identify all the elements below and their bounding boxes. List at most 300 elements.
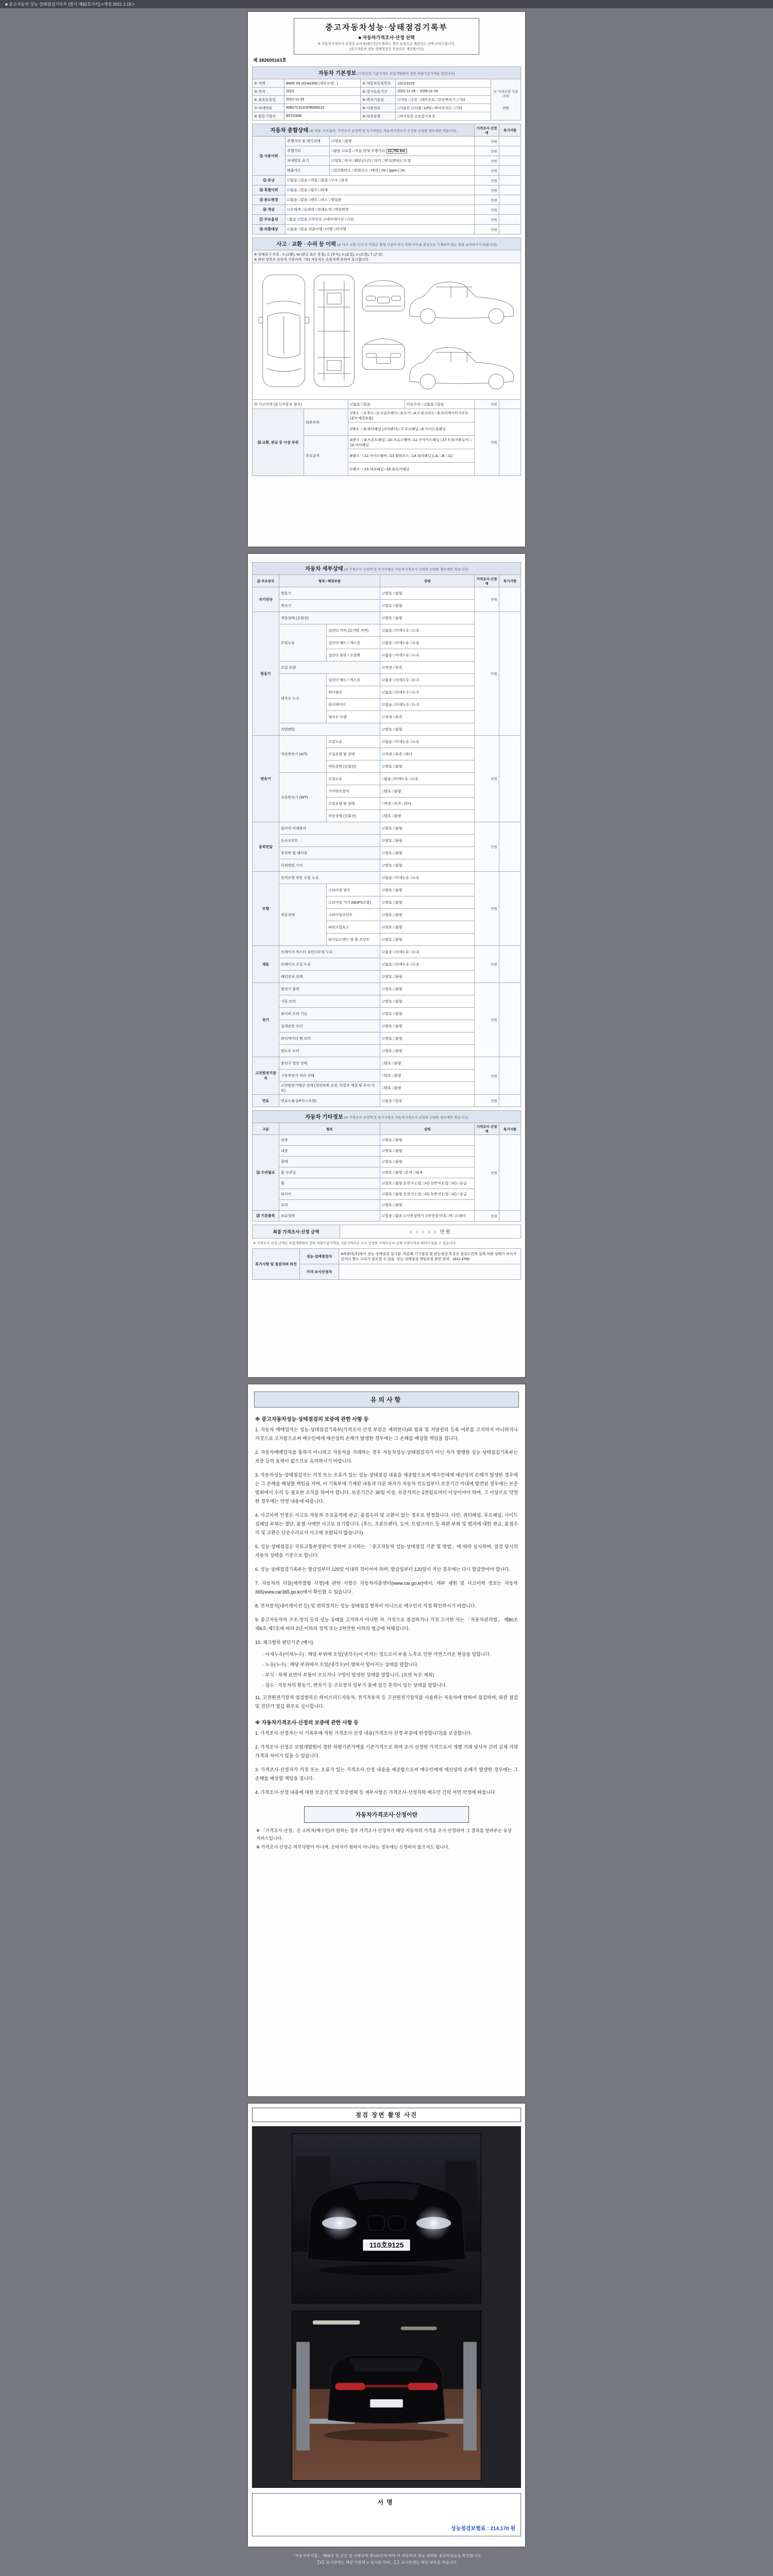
- price-cell: 만원: [475, 185, 499, 195]
- grid-row: [253, 1211, 521, 1222]
- signature-panel: [252, 2493, 521, 2536]
- item-label: 실내송풍 모터: [279, 1020, 380, 1032]
- part-label: 워터펌프: [327, 686, 380, 699]
- field-value: □가솔린 ☑디젤 □LPG □하이브리드 □기타: [396, 104, 491, 112]
- state-cell: □적정 □부족 □과다: [380, 798, 475, 810]
- grid-row: [253, 822, 521, 835]
- item-label: 발전기 출력: [279, 983, 380, 995]
- price-cell: 만원: [475, 166, 499, 176]
- notice-item: 1. 자동차 매매업자는 성능·상태점검기록부(가격조사·산정 부분은 제외한다)와 압류 및 저당권의 등록 여부를 고지하지 아니하거나 거짓으로 고지함으로써 매수인에게 재산상의 손해가 발생한 경우에는 그 손해를 배상할 책임을 집니다.: [255, 1427, 518, 1441]
- notice-item: 8. 전자장치(내비게이션 등) 및 편의장치는 성능·상태점검 항목이 아니므로 매수인이 직접 확인하시기 바랍니다.: [255, 1603, 477, 1608]
- detail-state-table: [252, 562, 521, 1107]
- item-label: 작동상태: [279, 884, 327, 946]
- state-cell: ☑양호 □불량: [380, 884, 475, 896]
- lift-post-right: [463, 2342, 477, 2451]
- state-cell: ☑양호 □불량: [380, 723, 475, 736]
- detail-section-header: [253, 563, 521, 575]
- ceiling-light-1: [313, 2320, 360, 2325]
- item-label: 변속기: [279, 600, 380, 612]
- item-label: 주행거리: [285, 146, 330, 156]
- price-survey-definition-notes: [254, 1827, 519, 1851]
- state-cell: ☑양호 □불량: [380, 847, 475, 859]
- note-cell: [499, 872, 520, 946]
- notice-item: 11. 고전원전기장치 점검항목은 하이브리드자동차, 전기자동차 등 고전원전기장치를 사용하는 자동차에 한하여 점검하며, 외관 점검 및 진단기 점검 위주로 실시합니다.: [255, 1695, 518, 1709]
- inspector-opinion-table: [252, 1248, 521, 1280]
- basic-section-header: [253, 67, 521, 79]
- overall-row: [253, 185, 521, 195]
- note-cell: [499, 215, 521, 225]
- notice-section-1-title: ※ 중고자동차성능·상태점검의 보증에 관한 사항 등: [255, 1417, 369, 1422]
- price-cell: 만원: [474, 587, 499, 612]
- note-cell: [499, 1135, 520, 1211]
- grid-row: [253, 872, 521, 884]
- part-label: 라디에이터: [327, 699, 380, 711]
- item-label: 시동 모터: [279, 995, 380, 1008]
- opinion-who-1: 성능·상태점검자: [300, 1249, 339, 1264]
- state-code-legend: [253, 250, 521, 263]
- state-cell: ☑없음 □미세누수 □누수: [380, 699, 475, 711]
- col-price: 가격조사·산정액: [474, 1123, 499, 1135]
- signature-label: 서명: [377, 2499, 396, 2506]
- item-label: 커먼레일: [279, 723, 380, 736]
- state-cell: □일산화탄소 □탄화수소 □매연 ( )% ( )ppm ( )%: [330, 166, 475, 176]
- field-label: ⑥ 변속기종류: [361, 96, 396, 104]
- state-cell: ☑양호 □불량: [380, 859, 475, 872]
- license-plate-text: 110호9125: [369, 2241, 404, 2249]
- part-label: 스티어링조인트: [327, 909, 380, 921]
- detail-header-title: 자동차 세부상태: [305, 566, 343, 572]
- col-item: 항목: [279, 1123, 380, 1135]
- final-price-note: ※ 가격조사·산정 금액은 보험개발원이 정한 차량기준가액을 기준가격으로 조사·산정한 가격으로서 실제 거래가격과 차이가 있을 수 있습니다.: [253, 1242, 457, 1245]
- accident-history-label: ⑲ 사고이력 (표시사항 4. 참조): [253, 400, 348, 409]
- accident-diagram-row: [253, 263, 521, 400]
- price-cell: 만원: [474, 1135, 499, 1211]
- item-label: 윈도우 모터: [279, 1045, 380, 1057]
- item-label: 내장: [279, 1146, 380, 1157]
- notice-item: 5. 성능·상태점검은 국토교통부장관이 정하여 고시하는 「중고자동차 성능·상태점검 기준 및 방법」에 따라 실시하며, 점검 당시의 자동차 상태를 기준으로 합니다.: [255, 1544, 518, 1558]
- basic-header-row: [253, 67, 521, 79]
- item-label: 작동상태 (공회전): [279, 612, 380, 624]
- note-cell: [499, 195, 521, 205]
- doc-note-2: (중고자동차 성능·상태점검은 무상으로 제공됩니다): [349, 47, 424, 51]
- state-cell: ☑양호 □불량: [380, 1135, 475, 1146]
- etc-section-header: [253, 1111, 521, 1123]
- state-cell: ☑없음 □미세누유 □누유: [380, 637, 475, 649]
- state-cell: ☑양호 □불량 운전석 (□앞 □뒤) 동반석 (□앞 □뒤) □응급: [380, 1189, 475, 1200]
- part-label: 오일유량 및 상태: [327, 748, 380, 760]
- state-cell: ☑양호 □불량: [380, 1032, 475, 1045]
- grid-row: [253, 736, 521, 748]
- state-cell: □양호 □불량: [380, 1082, 475, 1095]
- note-cell: [499, 587, 520, 612]
- part-label: 스티어링 펌프: [327, 884, 380, 896]
- field-label: ⑧ 사용연료: [361, 104, 396, 112]
- basic-row: [253, 96, 521, 104]
- photo-rear-svg: [292, 2311, 481, 2480]
- state-cell: ☑양호 □불량: [380, 921, 475, 934]
- item-label: 수동변속기 (M/T): [279, 773, 327, 822]
- grid-row: [253, 946, 521, 958]
- basic-header-note: (가격산정 기준가격은 보험개발원이 정한 차량기준가액을 말합니다): [357, 72, 455, 76]
- part-label: 오일유량 및 상태: [327, 798, 380, 810]
- price-cell: 만원: [474, 822, 499, 872]
- state-cell: ☑양호 □불량: [380, 1146, 475, 1157]
- item-label: 타이어: [279, 1189, 380, 1200]
- note-cell: [499, 1095, 520, 1107]
- accident-section-header: [253, 238, 521, 250]
- page-2: [247, 553, 526, 1378]
- col-item: 항목 / 해당부품: [279, 575, 380, 587]
- price-cell: 만원: [474, 409, 499, 476]
- note-cell: [499, 156, 521, 166]
- item-label: 휠: [279, 1178, 380, 1189]
- notice-item: 3. 자동차성능·상태점검자는 거짓 또는 오류가 있는 성능·상태점검 내용을 제공함으로써 매수인에게 재산상의 손해가 발생한 경우에는 그 손해를 배상할 책임을 지며, 이 기록부에 기재된 내용과 다른 하자가 자동차 인도일부터 보증기간 이내에 발견된 경우에는 보증 범위에서 수리 등 필요한 조치를 하여야 합니다. 보증기간은 30일 이상, 보증거리는 2천킬로미터 이상이어야 하며, 그 이상으로 약정한 경우에는 약정 내용에 따릅니다.: [255, 1472, 518, 1504]
- state-cell: □많음 ☑보통 □적음 현재 주행거리 21,752 km: [330, 146, 475, 156]
- field-value: ☑자동 □수동 □세미오토 □무단변속기 □기타: [396, 96, 491, 104]
- inspection-photo-rear-lift: [292, 2311, 481, 2481]
- field-value: BMW X6 xDrive30d (세부모델 : ): [284, 79, 361, 88]
- overall-row: [253, 137, 521, 146]
- price-cell: 만원: [474, 946, 499, 983]
- base-price-label: ⑪ 가격산정 기준가격: [493, 90, 518, 98]
- basic-row: [253, 88, 521, 96]
- opinion-who-2: 가격·조사산정자: [300, 1264, 339, 1280]
- part-label: 냉각수 수량: [327, 711, 380, 723]
- notice-item: 10. 체크항목 판단기준 (예시): [255, 1640, 313, 1645]
- state-cell: □양호 □불량: [380, 785, 475, 798]
- page-3: [247, 1384, 526, 2097]
- etc-info-table: [252, 1110, 521, 1222]
- device-label: ㉒ 수리필요: [253, 1135, 279, 1211]
- part-label: 오일누유: [327, 736, 380, 748]
- field-label: ① 차명: [253, 79, 284, 88]
- notice-item: 7. 자동차의 리콜(제작결함 시정)에 관한 사항은 자동차리콜센터(www.car.go.kr)에서, 세부 제원 및 사고이력 정보는 자동차365(www.car365.go.kr)에서 확인할 수 있습니다.: [255, 1581, 518, 1595]
- price-cell: 만원: [474, 872, 499, 946]
- state-cell: ☑양호 □불량: [380, 1157, 475, 1167]
- state-cell: ☑없음 □있음 □침수 □화재: [285, 185, 475, 195]
- item-label: 차대번호 표기: [285, 156, 330, 166]
- taillight-bar: [365, 2385, 408, 2387]
- notice-subitem: · 미세누유(미세누수) : 해당 부위에 오일(냉각수)이 비치는 정도로서 부품 노후로 인한 자연스러운 현상을 말합니다.: [262, 1652, 491, 1657]
- item-label: 배출가스: [285, 166, 330, 176]
- item-label: 광택: [279, 1157, 380, 1167]
- inspection-insurance-fee: 성능점검보험료 : 214,170 원: [450, 2526, 515, 2532]
- item-label: 오일누유: [279, 624, 327, 662]
- accident-history-value: ☑없음 □있음: [348, 400, 405, 409]
- notice-subitem: · 누유(누수) : 해당 부위에서 오일(냉각수)이 맺혀서 떨어지는 상태를 말합니다.: [262, 1662, 419, 1667]
- field-value: 2022-11-29 ~ 2026-11-28: [396, 88, 491, 96]
- price-cell: 만원: [475, 137, 499, 146]
- photo-section-header: 점검 장면 촬영 사진: [252, 2108, 521, 2122]
- state-cell: ☑양호 □불량: [380, 934, 475, 946]
- field-label: ③ 연식: [253, 88, 284, 96]
- notice-title: 유의사항: [254, 1392, 519, 1408]
- state-cell: ☑없음 □있음 □적법 □불법 □구조 □장치: [285, 176, 475, 185]
- field-value: B57D30B: [284, 112, 361, 121]
- price-cell: 만원: [475, 225, 499, 234]
- part-label: 기어변속장치: [327, 785, 380, 798]
- notice-item: 6. 성능·상태점검기록부는 발급일부터 120일 이내의 것이어야 하며, 발급일부터 120일이 지난 경우에는 다시 발급받아야 합니다.: [255, 1567, 511, 1572]
- state-cell: □양호 □불량: [380, 1070, 475, 1082]
- definition-note: ※ 「가격조사·산정」은 소비자(매수인)가 원하는 경우 가격조사·산정자가 해당 자동차의 가격을 조사·산정하여 그 결과를 알려주는 유상 서비스입니다.: [256, 1828, 512, 1841]
- state-cell: ☑없음 □있음: [380, 1095, 475, 1107]
- field-value: □자가보증 ☑보험사보증: [396, 112, 491, 121]
- group-label: ⑰ 주요옵션: [253, 215, 285, 225]
- state-cell: ☑양호 □불량: [380, 995, 475, 1008]
- part-label: 실린더 헤드 / 개스킷: [327, 674, 380, 686]
- final-price-label: 최종 가격조사·산정 금액: [253, 1225, 340, 1239]
- device-label: 조향: [253, 872, 279, 946]
- col-state: 상태: [380, 575, 475, 587]
- col-group: 구분: [253, 1123, 279, 1135]
- note-cell: [499, 409, 520, 476]
- overall-row: [253, 156, 521, 166]
- item-label: 연료누출 (LP가스포함): [279, 1095, 380, 1107]
- top-strip: [0, 0, 773, 8]
- device-label: 동력전달: [253, 822, 279, 872]
- group-label: ⑬ 튜닝: [253, 176, 285, 185]
- state-cell: ☑적정 □부족: [380, 711, 475, 723]
- state-cell: ☑무채색 □유채색 □전체도색 □색상변경: [285, 205, 475, 215]
- price-cell: 만원: [475, 146, 499, 156]
- item-label: 와이퍼 모터 기능: [279, 1008, 380, 1020]
- state-cell: ☑양호 □불량: [380, 822, 475, 835]
- photo-front-svg: [292, 2134, 481, 2303]
- state-cell: □없음 ☑있음 ☑썬루프 ☑네비게이션 □기타: [285, 215, 475, 225]
- rear-license-plate: [370, 2399, 403, 2408]
- state-cell: □양호 □불량: [380, 1057, 475, 1070]
- state-cell: ☑양호 □불량: [380, 587, 475, 600]
- lift-post-left: [296, 2342, 310, 2451]
- state-cell: ☑없음 □미세누유 □누유: [380, 872, 475, 884]
- rankB-list: B랭크 : □12.사이드멤버 □13.휠하우스 □14.필러패널 (□A, □B, □C): [348, 449, 475, 463]
- state-cell: ☑양호 □불량: [380, 1020, 475, 1032]
- item-label: 보유상태: [279, 1211, 380, 1222]
- price-cell: 만원: [475, 156, 499, 166]
- footer-notes: [191, 2552, 582, 2566]
- basic-row: [253, 79, 521, 88]
- note-cell: [499, 946, 520, 983]
- rank1-list: 1랭크 : □1.후드 □2.프론트펜더 □3.도어 □4.트렁크리드 □5.라디에이터서포트 (볼트체결부품): [348, 409, 475, 422]
- state-cell: ☑적정 □부족: [380, 662, 475, 674]
- device-label: 고전원전기장치: [253, 1057, 279, 1095]
- car-side-view-right: [410, 347, 513, 389]
- note-cell: [499, 1211, 520, 1222]
- grid-row: [253, 1095, 521, 1107]
- price-cell: 만원: [474, 400, 499, 409]
- part-label: 작동상태 (공회전): [327, 810, 380, 822]
- overall-row: [253, 195, 521, 205]
- opinion-text-2: [339, 1264, 521, 1280]
- overall-row: [253, 205, 521, 215]
- form-reference-note: ■ 중고자동차 성능·상태점검기록부 [별지 제82호서식] <개정 2021.1.19.>: [5, 2, 135, 7]
- item-label: 배력장치 상태: [279, 971, 380, 983]
- accident-legend-row: [253, 250, 521, 263]
- item-label: 외장: [279, 1135, 380, 1146]
- field-label: ⑦ 차대번호: [253, 104, 284, 112]
- grid-row: [253, 587, 521, 600]
- etc-header-row: [253, 1111, 521, 1123]
- price-cell: 만원: [474, 983, 499, 1057]
- page-1: [247, 11, 526, 547]
- notice-section-2-title: ※ 자동차가격조사·산정의 보증에 관한 사항 등: [255, 1720, 359, 1726]
- note-cell: [499, 205, 521, 215]
- overall-header-row: [253, 124, 521, 137]
- part-label: 실린더 블록 / 오일팬: [327, 649, 380, 662]
- note-cell: [499, 176, 521, 185]
- legend-line-2: ※ 하단 항목은 승용차 기준이며, 기타 자동차는 승용차에 준하여 표시합니다.: [254, 258, 369, 262]
- field-value: WBA7C6103P9M99016: [284, 104, 361, 112]
- device-label: 원동기: [253, 612, 279, 736]
- overall-row: [253, 225, 521, 234]
- state-cell: ☑양호 □불량: [380, 1200, 475, 1211]
- rankC-list: C랭크 : □15.대쉬패널 □16.플로어패널: [348, 463, 475, 476]
- group-label: ⑯ 색상: [253, 205, 285, 215]
- state-cell: ☑양호 □불량: [380, 760, 475, 773]
- part-label: 작동상태 (공회전): [327, 760, 380, 773]
- col-state: 상태: [380, 1123, 475, 1135]
- rank2-list: 2랭크 : □6.쿼터패널 (리어펜더) □7.루프패널 □8.사이드실패널: [348, 422, 475, 436]
- notice-item: 3. 가격조사·산정자가 거짓 또는 오류가 있는 가격조사·산정 내용을 제공함으로써 매수인에게 재산상의 손해가 발생한 경우에는 그 손해를 배상할 책임을 집니다.: [255, 1767, 518, 1781]
- page-title: 중고자동차성능·상태점검기록부: [325, 23, 448, 32]
- state-cell: ☑양호 □불량: [380, 1045, 475, 1057]
- col-note: 특기사항: [499, 1123, 520, 1135]
- note-cell: [499, 400, 520, 409]
- item-label: 브레이크 마스터 실린더오일 누유: [279, 946, 380, 958]
- price-cell: 만원: [474, 1095, 499, 1107]
- item-label: 등속조인트: [279, 835, 380, 847]
- accident-header-row: [253, 238, 521, 250]
- item-label: 유리: [279, 1200, 380, 1211]
- car-shadow: [324, 2429, 449, 2442]
- definition-note: ※ 가격조사·산정은 의무사항이 아니며, 소비자가 원하지 아니하는 경우에는 신청하지 않으셔도 됩니다.: [256, 1844, 449, 1850]
- state-cell: ☑양호 □불량: [380, 909, 475, 921]
- kidney-grille-left: [368, 2216, 384, 2230]
- base-price-unit: 만원: [502, 107, 509, 110]
- accident-history-row: [253, 400, 521, 409]
- part-label: 파워고압호스: [327, 921, 380, 934]
- note-cell: [499, 137, 521, 146]
- col-device: ㉑ 주요장치: [253, 575, 279, 587]
- accident-history-table: [252, 238, 521, 476]
- document-number: 제 382600163호: [253, 58, 287, 63]
- notice-item: 2. 자동차매매업자를 통하지 아니하고 자동차를 거래하는 경우 자동차성능·상태점검자가 아닌 자가 발행한 성능·상태점검기록부는 보증 등의 효력이 없으므로 유의하시기 바랍니다.: [255, 1450, 518, 1464]
- footer-line-1: 「자동차관리법」 제58조 및 같은 법 시행규칙 제120조에 따라 이 자동차의 성능·상태를 점검하였음을 확인합니다.: [291, 2553, 482, 2558]
- note-cell: [499, 185, 521, 195]
- item-label: 주행거리 및 계기상태: [285, 137, 330, 146]
- state-cell: ☑없음 □미세누유 □누유: [380, 736, 475, 748]
- item-label: 추진축 및 베어링: [279, 847, 380, 859]
- basic-header-title: 자동차 기본정보: [318, 70, 357, 76]
- overall-row: [253, 166, 521, 176]
- inspection-photo-front: [292, 2133, 481, 2303]
- accident-header-note: (※ 사고·교환·수리 등 이력은 발생 시점이 아닌 복원 여부를 중심으로 기재되어 있는 점을 유의하시기 바랍니다): [337, 243, 497, 247]
- item-label: 라디에이터 팬 모터: [279, 1032, 380, 1045]
- price-cell: 만원: [474, 1211, 499, 1222]
- notice-item: 2. 가격조사·산정은 보험개발원이 정한 차량기준가액을 기준가격으로 하여 조사·산정한 가격으로서 개별 거래 당사자 간의 실제 거래가격과 차이가 있을 수 있습니다.: [255, 1744, 518, 1758]
- simple-repair-value: 단순수리 : ☑없음 □있음: [405, 400, 475, 409]
- basic-info-table: [252, 66, 521, 121]
- note-cell: [499, 983, 520, 1057]
- taillight-right: [408, 2383, 438, 2390]
- car-diagram-svg: [256, 266, 517, 395]
- state-cell: □없음 □미세누유 □누유: [380, 773, 475, 785]
- item-label: 오일 유량: [279, 662, 380, 674]
- doc-note-1: ※ 자동차가격조사·산정은 소비자(매수인)가 원하는 경우 유상으로 제공되는 선택 서비스입니다.: [317, 42, 456, 46]
- title-box: [294, 18, 479, 55]
- part-label: 오일누유: [327, 773, 380, 785]
- main-frame-label: 주요골격: [304, 436, 348, 476]
- grid-row: [253, 1057, 521, 1070]
- device-label: 자기진단: [253, 587, 279, 612]
- overall-row: [253, 146, 521, 156]
- price-cell: 만원: [474, 1057, 499, 1095]
- item-label: 룸 크리닝: [279, 1167, 380, 1178]
- overall-state-table: [252, 124, 521, 234]
- notice-section-1-items: [254, 1426, 519, 1711]
- state-cell: ☑없음 □미세누유 □누유: [380, 958, 475, 971]
- part-label: 실린더 헤드 / 개스킷: [327, 637, 380, 649]
- opinion-text-1: A/S센터(주)에서 성능·상태점검 실시함. 비분해 기기점검 및 관능점검 특성상 점검소견과 실제 차량 상태가 차이가 있거나 별도 수리가 필요할 수 있음. 성능·상태점검 책임보험 관련 문의 : 1811-4769: [339, 1249, 521, 1264]
- state-cell: ☑없음 □있음 □렌트 □리스 □영업용: [285, 195, 475, 205]
- footer-line-2: 【Ⅴ】표시란에는 해당 사항에 ∨ 표시를 하며, 【 】표시란에는 해당 내용을 적습니다.: [315, 2560, 458, 2565]
- car-top-view-exterior: [259, 275, 309, 387]
- field-label: ② 자동차등록번호: [361, 79, 396, 88]
- group-label: ⑭ 특별이력: [253, 185, 285, 195]
- state-cell: ☑양호 □불량 운전석 (□앞 □뒤) 동반석 (□앞 □뒤) □응급: [380, 1178, 475, 1189]
- state-cell: ☑양호 □불량: [380, 983, 475, 995]
- notice-item: 9. 중고자동차의 구조·장치 등의 성능·상태를 고지하지 아니한 자, 거짓으로 점검하거나 거짓 고지한 자는 「자동차관리법」 제80조 제6호·제7호에 따라 2년 이하의 징역 또는 2천만원 이하의 벌금에 처해집니다.: [255, 1617, 518, 1631]
- price-cell: 만원: [475, 195, 499, 205]
- note-cell: [499, 225, 521, 234]
- base-price-box: [491, 79, 520, 121]
- item-label: 자동변속기 (A/T): [279, 736, 327, 773]
- price-cell: 만원: [474, 736, 499, 822]
- overall-header-title: 자동차 종합상태: [270, 127, 309, 133]
- basic-row: [253, 112, 521, 121]
- group-label: ⑮ 용도변경: [253, 195, 285, 205]
- kidney-grille-right: [389, 2216, 405, 2230]
- item-label: 원동기: [279, 587, 380, 600]
- device-label: 연료: [253, 1095, 279, 1107]
- ceiling-light-2: [401, 2327, 437, 2330]
- overall-note-col-header: 특기사항: [499, 124, 521, 137]
- state-cell: ☑양호 □불량: [380, 971, 475, 983]
- state-cell: ☑없음 □미세누수 □누수: [380, 686, 475, 699]
- rankA-list: A랭크 : □9.프론트패널 □10.크로스멤버 □11.인사이드패널 □17.트렁크플로어 □18.리어패널: [348, 436, 475, 449]
- state-cell: ☑있음 □없음 ☑사용설명서 ☑안전삼각대 □잭 □스패너: [380, 1211, 475, 1222]
- exchange-parts-label: ⑳ 교환, 판금 등 이상 부위: [253, 409, 304, 476]
- notice-subitem: · 부식 : 차체 표면이 부풀어 오르거나 구멍이 발생한 상태를 말합니다. (표면 녹은 제외): [262, 1672, 434, 1677]
- device-label: ㉓ 기본품목: [253, 1211, 279, 1222]
- price-cell: 만원: [474, 612, 499, 736]
- state-cell: ☑양호 □불량: [380, 835, 475, 847]
- detail-column-header-row: [253, 575, 521, 587]
- field-value: 110호9125: [396, 79, 491, 88]
- basic-row: [253, 104, 521, 112]
- notice-item: 1. 가격조사·산정자는 이 기록부에 적힌 가격조사·산정 내용(가격조사·산정 부분에 한정합니다)을 보증합니다.: [255, 1731, 473, 1736]
- note-cell: [499, 612, 520, 736]
- legend-line-1: ※ 상태표시 부호 : X (교환), W (판금 또는 용접), C (부식), A (흠집), U (요철), T (손상): [254, 253, 383, 257]
- car-front-view: [362, 280, 405, 311]
- field-label: ④ 검사유효기간: [361, 88, 396, 96]
- opinion-header: 특기사항 및 점검자의 의견: [253, 1249, 300, 1280]
- car-frame-view: [314, 275, 354, 387]
- state-cell: ☑양호 □불량: [380, 612, 475, 624]
- state-cell: ☑없음 □미세누유 □누유: [380, 946, 475, 958]
- exchange-parts-row-1: [253, 409, 521, 422]
- item-label: 클러치 어셈블리: [279, 822, 380, 835]
